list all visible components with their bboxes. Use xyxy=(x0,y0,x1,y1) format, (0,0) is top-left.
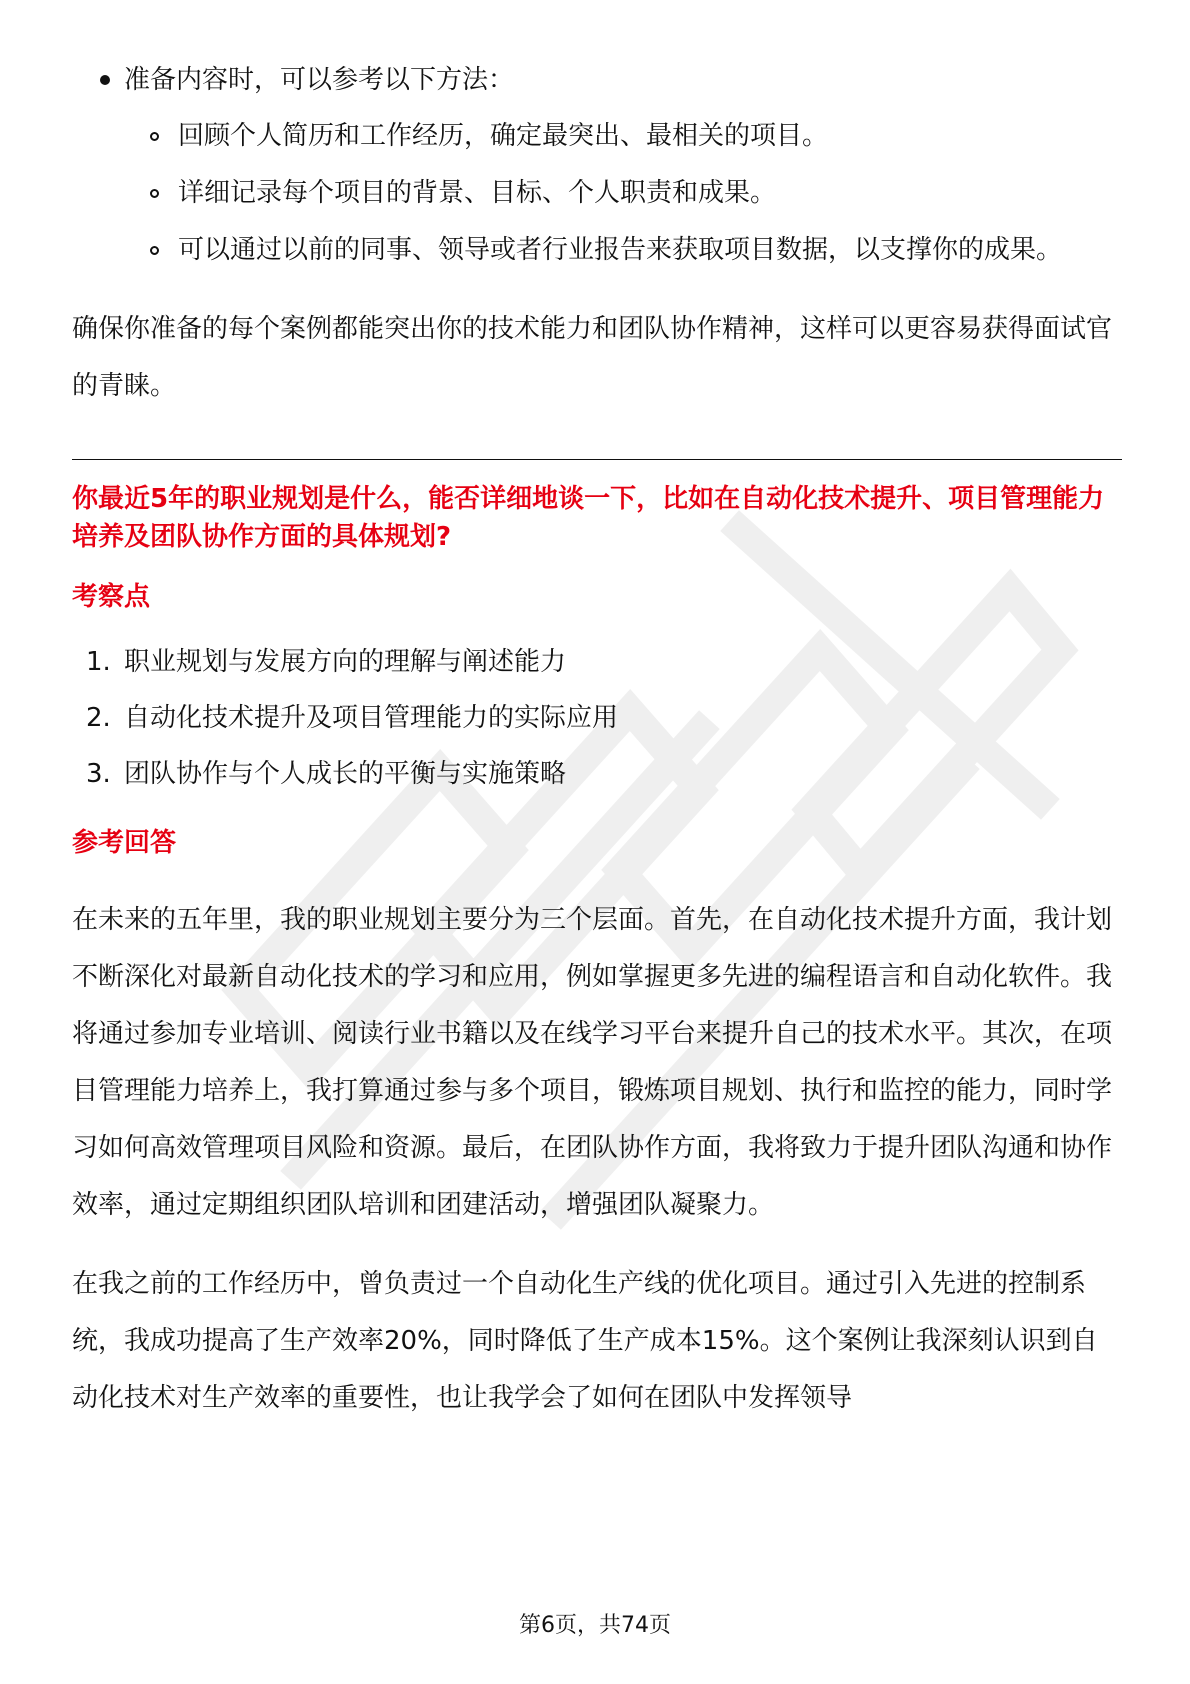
bullet-item-prep xyxy=(72,52,1122,108)
bullet-dot-icon xyxy=(100,75,110,85)
interview-question: 你最近5年的职业规划是什么，能否详细地谈一下，比如在自动化技术提升、项目管理能力培养及团队协作方面的具体规划? xyxy=(72,484,1105,552)
sub-item-text: 回顾个人简历和工作经历，确定最突出、最相关的项目。 xyxy=(178,121,829,151)
answer-heading: 参考回答 xyxy=(72,828,177,858)
focus-point-number: 1. xyxy=(86,647,111,677)
prep-method-list xyxy=(72,52,1122,108)
answer-paragraph: 在我之前的工作经历中，曾负责过一个自动化生产线的优化项目。通过引入先进的控制系统，我成功提高了生产效率20%，同时降低了生产成本15%。这个案例让我深刻认识到自动化技术对生产效率的重要性，也让我学会了如何在团队中发挥领导 xyxy=(72,1269,1098,1413)
focus-point-number: 2. xyxy=(86,703,111,733)
sub-item-text: 可以通过以前的同事、领导或者行业报告来获取项目数据，以支撑你的成果。 xyxy=(178,235,1063,265)
answer-paragraph: 在未来的五年里，我的职业规划主要分为三个层面。首先，在自动化技术提升方面，我计划不断深化对最新自动化技术的学习和应用，例如掌握更多先进的编程语言和自动化软件。我将通过参加专业培训、阅读行业书籍以及在线学习平台来提升自己的技术水平。其次，在项目管理能力培养上，我打算通过参与多个项目，锻炼项目规划、执行和监控的能力，同时学习如何高效管理项目风险和资源。最后，在团队协作方面，我将致力于提升团队沟通和协作效率，通过定期组织团队培训和团建活动，增强团队凝聚力。 xyxy=(72,905,1113,1220)
bullet-text: 准备内容时，可以参考以下方法： xyxy=(124,65,515,95)
conclusion-paragraph: 确保你准备的每个案例都能突出你的技术能力和团队协作精神，这样可以更容易获得面试官的青睐。 xyxy=(72,314,1113,401)
main-content xyxy=(72,52,1122,1427)
sub-list-item xyxy=(72,222,1122,279)
sub-list-item xyxy=(72,165,1122,222)
focus-points-list xyxy=(72,634,1122,802)
sub-item-text: 详细记录每个项目的背景、目标、个人职责和成果。 xyxy=(178,178,777,208)
focus-point-text: 职业规划与发展方向的理解与阐述能力 xyxy=(124,647,567,677)
prep-sub-list xyxy=(72,108,1122,279)
hollow-bullet-icon xyxy=(150,189,159,198)
focus-point-item xyxy=(72,746,1122,802)
hollow-bullet-icon xyxy=(150,246,159,255)
focus-point-item xyxy=(72,634,1122,690)
page-number: 第6页，共74页 xyxy=(519,1613,671,1638)
focus-point-item xyxy=(72,690,1122,746)
sub-list-item xyxy=(72,108,1122,165)
section-divider xyxy=(72,459,1122,460)
focus-point-text: 团队协作与个人成长的平衡与实施策略 xyxy=(124,759,567,789)
focus-heading: 考察点 xyxy=(72,582,151,612)
focus-point-number: 3. xyxy=(86,759,111,789)
hollow-bullet-icon xyxy=(150,132,159,141)
focus-point-text: 自动化技术提升及项目管理能力的实际应用 xyxy=(124,703,619,733)
